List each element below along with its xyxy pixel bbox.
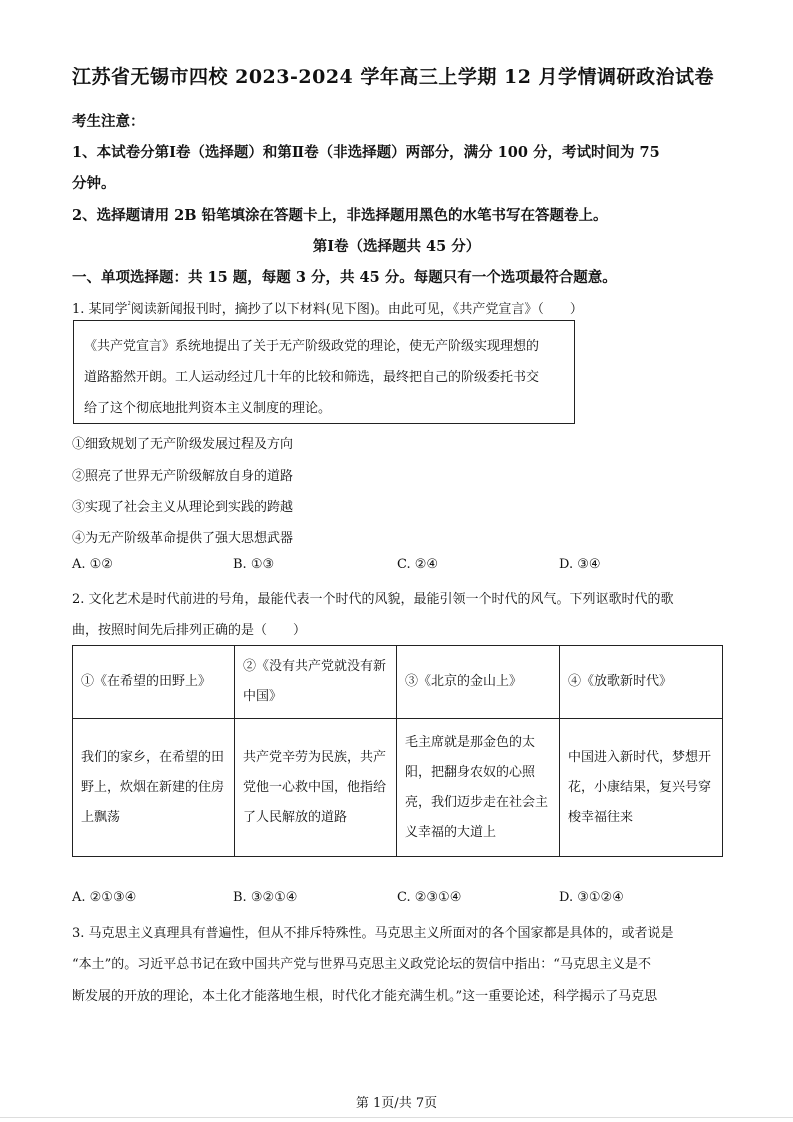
q2-option-c: C. ②③①④: [397, 890, 462, 905]
q2-option-d: D. ③①②④: [559, 890, 624, 905]
exam-title: 江苏省无锡市四校 2023-2024 学年高三上学期 12 月学情调研政治试卷: [72, 66, 715, 88]
songs-table-header-row: [73, 646, 723, 719]
song-title-cell: ②《没有共产党就没有新中国》: [235, 646, 397, 719]
q1-stem-end: 阅读新闻报刊时，摘抄了以下材料(见下图)。由此可见，《共产党宣言》（ ）: [130, 302, 583, 317]
song-lyric-cell: 毛主席就是那金色的太阳，把翻身农奴的心照亮，我们迈步走在社会主义幸福的大道上: [397, 719, 560, 857]
q1-option-a: A. ①②: [72, 557, 113, 572]
notice-item-2: 2、选择题请用 2B 铅笔填涂在答题卡上，非选择题用黑色的水笔书写在答题卷上。: [72, 207, 608, 224]
q2-stem-line-2: 曲，按照时间先后排列正确的是（ ）: [72, 623, 307, 638]
q1-option-d: D. ③④: [559, 557, 601, 572]
q1-stem: [72, 298, 583, 317]
section-title: 第Ⅰ卷（选择题共 45 分）: [312, 238, 481, 255]
section-instruction: 一、单项选择题：共 15 题，每题 3 分，共 45 分。每题只有一个选项最符合题意。: [72, 269, 617, 286]
q1-quote-line-1: 《共产党宣言》系统地提出了关于无产阶级政党的理论，使无产阶级实现理想的: [84, 339, 540, 354]
q1-option-b: B. ①③: [233, 557, 275, 572]
q1-statement-3: ③实现了社会主义从理论到实践的跨越: [72, 500, 294, 515]
song-lyric-cell: 我们的家乡，在希望的田野上，炊烟在新建的住房上飘荡: [73, 719, 235, 857]
q1-quote-box: [73, 320, 575, 424]
q2-stem-line-1: 2. 文化艺术是时代前进的号角，最能代表一个时代的风貌，最能引领一个时代的风气。下列讴歌时代的歌: [72, 592, 674, 607]
q1-statement-4: ④为无产阶级革命提供了强大思想武器: [72, 531, 294, 546]
q1-quote-line-3: 给了这个彻底地批判资本主义制度的理论。: [84, 401, 332, 416]
songs-table-lyric-row: [73, 719, 723, 857]
q2-option-b: B. ③②①④: [233, 890, 298, 905]
q1-statement-2: ②照亮了世界无产阶级解放自身的道路: [72, 469, 294, 484]
notice-item-1-line-2: 分钟。: [72, 175, 116, 192]
q1-statement-1: ①细致规划了无产阶级发展过程及方向: [72, 437, 294, 452]
q3-line-2: “本土”的。习近平总书记在致中国共产党与世界马克思主义政党论坛的贺信中指出：“马克思主义是不: [72, 957, 651, 972]
song-lyric-cell: 共产党辛劳为民族，共产党他一心救中国，他指给了人民解放的道路: [235, 719, 397, 857]
q3-line-1: 3. 马克思主义真理具有普遍性，但从不排斥特殊性。马克思主义所面对的各个国家都是具体的，或者说是: [72, 926, 674, 941]
q2-option-a: A. ②①③④: [72, 890, 137, 905]
q3-line-3: 断发展的开放的理论，本土化才能落地生根，时代化才能充满生机。”这一重要论述，科学揭示了马克思: [72, 989, 658, 1004]
song-title-cell: ④《放歌新时代》: [560, 646, 723, 719]
song-lyric-cell: 中国进入新时代，梦想开花，小康结果，复兴号穿梭幸福往来: [560, 719, 723, 857]
songs-table: [72, 645, 723, 857]
song-title-cell: ①《在希望的田野上》: [73, 646, 235, 719]
song-title-cell: ③《北京的金山上》: [397, 646, 560, 719]
page-footer: 第 1页/共 7页: [355, 1096, 438, 1111]
notice-item-1-line-1: 1、本试卷分第Ⅰ卷（选择题）和第Ⅱ卷（非选择题）两部分，满分 100 分，考试时间为 75: [72, 144, 660, 161]
footer-divider: [0, 1117, 793, 1118]
notice-heading: 考生注意：: [72, 113, 145, 130]
q1-option-c: C. ②④: [397, 557, 439, 572]
stray-mark: ⁲: [127, 300, 131, 310]
q1-stem-start: 1. 某同学: [72, 302, 128, 317]
q1-quote-line-2: 道路豁然开朗。工人运动经过几十年的比较和筛选，最终把自己的阶级委托书交: [84, 370, 540, 385]
